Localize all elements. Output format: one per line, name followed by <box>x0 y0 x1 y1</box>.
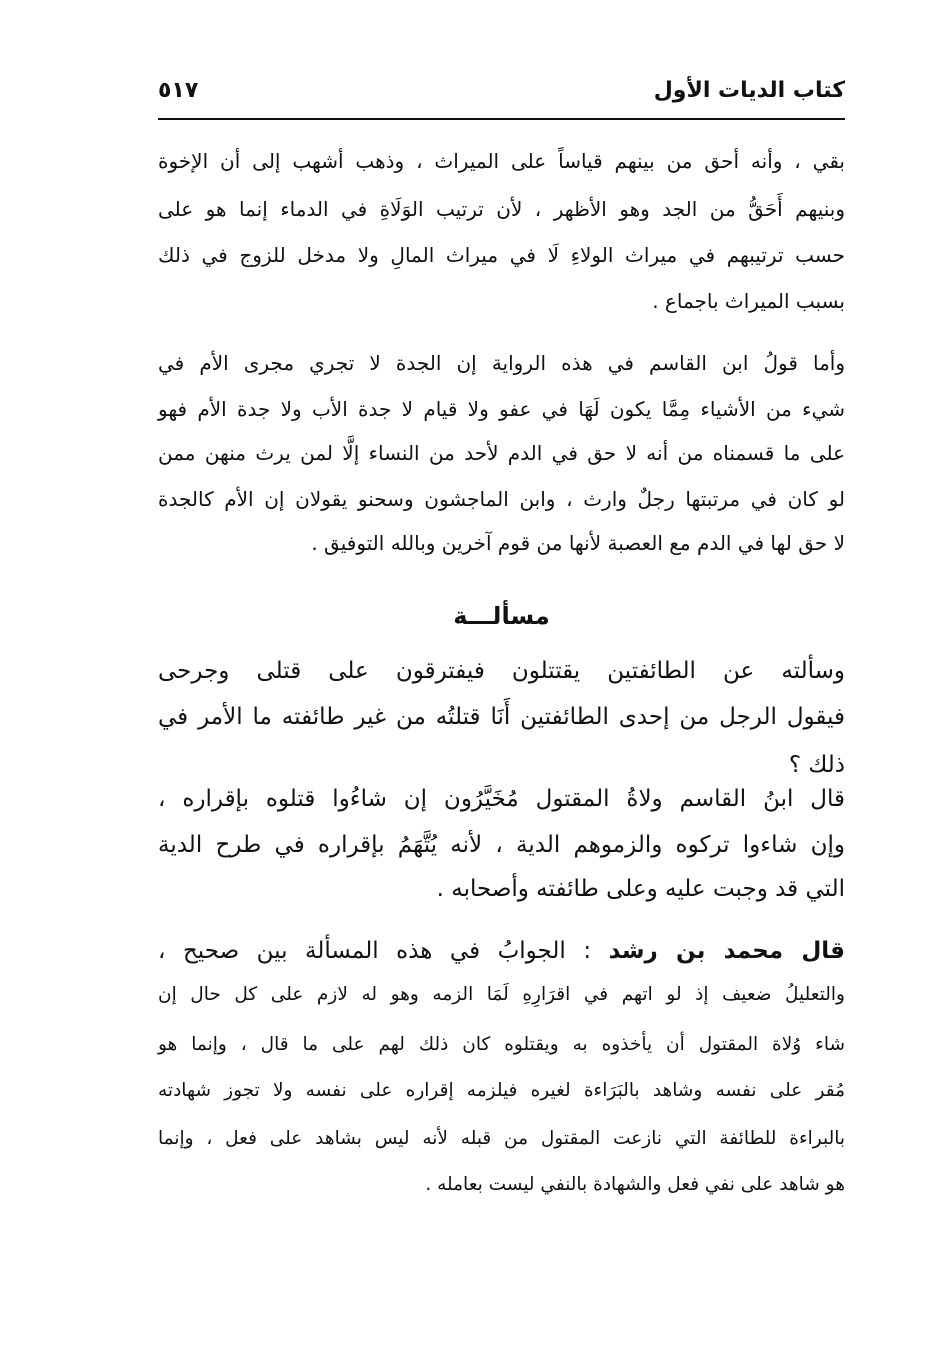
commentary-first-line <box>158 934 845 974</box>
page-header <box>158 76 845 120</box>
text-line: على ما قسمناه من أنه لا حق في الدم لأحد من النساء إلَّا لمن يرث منهن ممن <box>158 441 845 465</box>
text-line: لا حق لها في الدم مع العصبة لأنها من قوم آخرين وبالله التوفيق . <box>311 531 845 555</box>
text-line: بالبراءة للطائفة التي نازعت المقتول من قبله لأنه ليس بشاهد على فعل ، وإنما <box>158 1128 845 1149</box>
text-line: لو كان في مرتبتها رجلٌ وارث ، وابن الماجشون وسحنو يقولان إن الأم كالجدة <box>158 487 845 511</box>
text-line: هو شاهد على نفي فعل والشهادة بالنفي ليست بعامله . <box>425 1174 845 1195</box>
chapter-title: كتاب الديات الأول <box>653 78 845 103</box>
text-line: شيء من الأشياء مِمَّا يكون لَهَا في عفو ولا قيام لا جدة الأب ولا جدة الأم فهو <box>158 397 845 421</box>
text-line: وإن شاءوا تركوه والزموهم الدية ، لأنه يُتَّهَمُ بإقراره في طرح الدية <box>158 832 845 858</box>
text-line: وبنيهم أَحَقُّ من الجد وهو الأظهر ، لأن ترتيب الوَلَاةِ في الدماء إنما هو على <box>158 197 845 221</box>
text-line: ذلك ؟ <box>788 752 845 778</box>
commentary-author: قال محمد بن رشد <box>608 938 845 964</box>
page-number: ٥١٧ <box>158 78 199 103</box>
text-line: حسب ترتيبهم في ميراث الولاءِ لَا في ميراث المالِ ولا مدخل للزوج في ذلك <box>158 243 845 267</box>
text-line: مُقر على نفسه وشاهد بالبَرَاءة لغيره فيلزمه إقراره على نفسه ولا تجوز شهادته <box>158 1080 845 1101</box>
text-line: التي قد وجبت عليه وعلى طائفته وأصحابه . <box>436 876 845 902</box>
text-line: بسبب الميراث باجماع . <box>652 289 845 313</box>
text-line: والتعليلُ ضعيف إذ لو اتهم في اقرَارِهِ لَمَا الزمه وهو له لازم على كل حال إن <box>158 984 845 1005</box>
text-line: بقي ، وأنه أحق من بينهم قياساً على الميراث ، وذهب أشهب إلى أن الإخوة <box>158 149 845 173</box>
section-heading: مسألـــة <box>453 602 550 630</box>
text-line: فيقول الرجل من إحدى الطائفتين أَنَا قتلتُه من غير طائفته ما الأمر في <box>158 704 845 730</box>
text-line: وسألته عن الطائفتين يقتتلون فيفترقون على قتلى وجرحى <box>158 658 845 684</box>
commentary-intro: : الجوابُ في هذه المسألة بين صحيح ، <box>158 938 592 964</box>
text-line: وأما قولُ ابن القاسم في هذه الرواية إن الجدة لا تجري مجرى الأم في <box>158 351 845 375</box>
text-line: شاء وُلاة المقتول أن يأخذوه به ويقتلوه كان ذلك لهم على ما قال ، وإنما هو <box>158 1034 845 1055</box>
text-line: قال ابنُ القاسم ولاةُ المقتول مُخَيَّرُون إن شاءُوا قتلوه بإقراره ، <box>158 786 845 812</box>
